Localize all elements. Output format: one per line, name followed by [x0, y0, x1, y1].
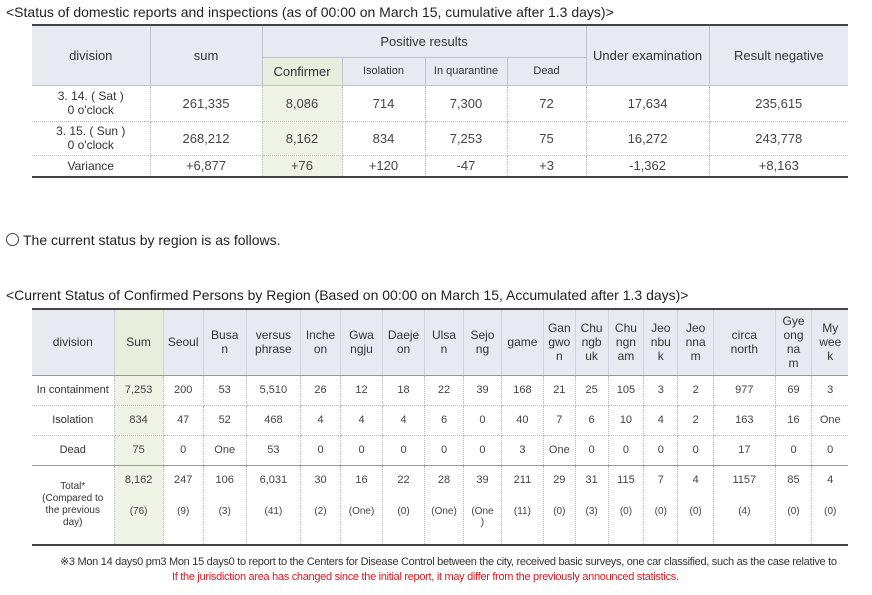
circle-bullet-icon — [6, 233, 19, 246]
total-value: 22 — [397, 473, 410, 486]
cell-value: One — [543, 435, 575, 465]
footnote-warning: If the jurisdiction area has changed since the initial report, it may differ from the previously announced statistics. — [172, 571, 679, 583]
header-sum: sum — [150, 25, 262, 85]
table-row — [32, 435, 848, 465]
cell-negative: 243,778 — [709, 121, 848, 155]
total-value: 28 — [437, 473, 451, 486]
cell-value: 105 — [608, 375, 644, 405]
cell-quarantine: 7,253 — [425, 121, 507, 155]
row-label — [32, 85, 150, 121]
header-region: Seoul — [163, 309, 203, 375]
row-label-variance: Variance — [32, 155, 150, 177]
total-value: 30 — [314, 473, 327, 486]
cell-exam: -1,362 — [586, 155, 709, 177]
cell-value: 0 — [163, 435, 203, 465]
cell-value: 2 — [678, 405, 714, 435]
cell-value: One — [203, 435, 246, 465]
cell-value: 4 — [341, 405, 383, 435]
header-result-negative: Result negative — [709, 25, 848, 85]
header-division: division — [32, 309, 114, 375]
header-region: Jeo nbu k — [644, 309, 678, 375]
cell-value: 39 — [464, 375, 502, 405]
cell-total — [644, 465, 678, 545]
header-region: Chu ngn am — [608, 309, 644, 375]
cell-value: 53 — [246, 435, 300, 465]
cell-dead: 75 — [507, 121, 586, 155]
header-region: game — [501, 309, 543, 375]
compared-value: (41) — [264, 505, 283, 517]
total-value: 4 — [827, 473, 834, 486]
region-status-table — [32, 308, 848, 546]
cell-total — [163, 465, 203, 545]
header-region: Gan gwo n — [543, 309, 575, 375]
compared-value: (0) — [553, 505, 566, 517]
compared-value: (76) — [129, 505, 148, 517]
cell-total — [714, 465, 776, 545]
header-division: division — [32, 25, 150, 85]
header-confirmer: Confirmer — [262, 57, 342, 85]
cell-value: 0 — [341, 435, 383, 465]
compared-value: (11) — [513, 505, 531, 517]
cell-value: 26 — [301, 375, 341, 405]
cell-total — [575, 465, 608, 545]
table1-title: <Status of domestic reports and inspections (as of 00:00 on March 15, cumulative after 1.3 days)> — [6, 4, 614, 20]
cell-value: 6 — [575, 405, 608, 435]
cell-value: 16 — [775, 405, 812, 435]
cell-sum: 268,212 — [150, 121, 262, 155]
compared-value: (4) — [738, 505, 751, 517]
cell-value: 163 — [714, 405, 776, 435]
cell-dead: +3 — [507, 155, 586, 177]
cell-value: 4 — [644, 405, 678, 435]
cell-total — [246, 465, 300, 545]
cell-value: 0 — [383, 435, 425, 465]
cell-value: 0 — [644, 435, 678, 465]
header-region: Busa n — [203, 309, 246, 375]
footnote-report: ※3 Mon 14 days0 pm3 Mon 15 days0 to report to the Centers for Disease Control between the city, received basic surveys, one car classified, such as the case relative to — [60, 556, 837, 568]
header-region: Ulsa n — [425, 309, 464, 375]
cell-value: 17 — [714, 435, 776, 465]
total-value: 247 — [174, 473, 193, 486]
row-label: Dead — [32, 435, 114, 465]
header-under-examination: Under examination — [586, 25, 709, 85]
row-label-date: 3. 14. ( Sat ) — [57, 89, 124, 103]
cell-total — [114, 465, 163, 545]
total-value: 106 — [215, 473, 234, 486]
compared-value: (3) — [585, 505, 598, 517]
table-row — [32, 155, 848, 177]
cell-total — [812, 465, 848, 545]
total-value: 29 — [553, 473, 566, 486]
cell-value: 4 — [383, 405, 425, 435]
cell-value: 47 — [163, 405, 203, 435]
row-label: In containment — [32, 375, 114, 405]
compared-value: (0) — [619, 505, 633, 517]
row-label-date: 3. 15. ( Sun ) — [56, 124, 126, 138]
cell-value: 0 — [775, 435, 812, 465]
header-isolation: Isolation — [342, 57, 425, 85]
cell-value: 834 — [114, 405, 163, 435]
header-region: Gwa ngju — [341, 309, 383, 375]
compared-value: (2) — [314, 505, 327, 517]
header-region: Daeje on — [383, 309, 425, 375]
compared-value: (One ) — [471, 505, 494, 528]
compared-value: (0) — [397, 505, 410, 517]
header-region: versus phrase — [246, 309, 300, 375]
cell-value: 168 — [501, 375, 543, 405]
cell-value: 53 — [203, 375, 246, 405]
cell-value: 0 — [301, 435, 341, 465]
cell-total — [464, 465, 502, 545]
compared-value: (One) — [431, 505, 457, 517]
cell-total — [678, 465, 714, 545]
cell-total — [425, 465, 464, 545]
total-value: 211 — [513, 473, 532, 486]
total-value: 16 — [355, 473, 368, 486]
header-region: Gye ong na m — [775, 309, 812, 375]
cell-value: 0 — [678, 435, 714, 465]
compared-value: (One) — [348, 505, 375, 517]
cell-value: 0 — [575, 435, 608, 465]
header-region: Chu ngb uk — [575, 309, 608, 375]
row-label-time: 0 o'clock — [67, 138, 114, 152]
cell-total — [501, 465, 543, 545]
cell-total — [608, 465, 644, 545]
row-label-total: Total* (Compared to the previous day) — [32, 465, 114, 545]
cell-value: 0 — [812, 435, 848, 465]
cell-value: 69 — [775, 375, 812, 405]
domestic-status-table — [32, 24, 848, 178]
table-row-total — [32, 465, 848, 545]
total-value: 31 — [585, 473, 598, 486]
total-value: 1157 — [732, 473, 757, 486]
header-region: Sejo ng — [464, 309, 502, 375]
cell-value: One — [812, 405, 848, 435]
cell-total — [341, 465, 383, 545]
cell-value: 75 — [114, 435, 163, 465]
row-label-time: 0 o'clock — [67, 103, 114, 117]
table-row — [32, 375, 848, 405]
cell-isolation: 714 — [342, 85, 425, 121]
cell-value: 0 — [608, 435, 644, 465]
cell-isolation: 834 — [342, 121, 425, 155]
compared-value: (3) — [218, 505, 231, 517]
header-dead: Dead — [507, 57, 586, 85]
cell-value: 7,253 — [114, 375, 163, 405]
cell-value: 0 — [464, 405, 502, 435]
compared-value: (0) — [824, 505, 837, 517]
cell-sum: +6,877 — [150, 155, 262, 177]
cell-exam: 17,634 — [586, 85, 709, 121]
total-value: 6,031 — [259, 473, 288, 486]
cell-value: 3 — [644, 375, 678, 405]
header-region: circa north — [714, 309, 776, 375]
cell-dead: 72 — [507, 85, 586, 121]
header-region: My wee k — [812, 309, 848, 375]
table2-title: <Current Status of Confirmed Persons by Region (Based on 00:00 on March 15, Accumulated after 1.3 days)> — [6, 287, 689, 303]
cell-sum: 261,335 — [150, 85, 262, 121]
row-label — [32, 121, 150, 155]
cell-value: 7 — [543, 405, 575, 435]
intro-text: The current status by region is as follows. — [23, 232, 281, 248]
header-region: Jeo nna m — [678, 309, 714, 375]
cell-total — [543, 465, 575, 545]
cell-value: 40 — [501, 405, 543, 435]
cell-exam: 16,272 — [586, 121, 709, 155]
table-row — [32, 85, 848, 121]
compared-value: (0) — [654, 505, 667, 517]
cell-value: 6 — [425, 405, 464, 435]
header-in-quarantine: In quarantine — [425, 57, 507, 85]
header-region: Inche on — [301, 309, 341, 375]
cell-confirmer: +76 — [262, 155, 342, 177]
table-row — [32, 121, 848, 155]
cell-value: 10 — [608, 405, 644, 435]
cell-value: 22 — [425, 375, 464, 405]
compared-value: (0) — [787, 505, 800, 517]
cell-isolation: +120 — [342, 155, 425, 177]
compared-value: (0) — [689, 505, 702, 517]
cell-value: 18 — [383, 375, 425, 405]
cell-value: 0 — [425, 435, 464, 465]
cell-total — [775, 465, 812, 545]
region-status-intro — [6, 232, 281, 248]
total-value: 8,162 — [124, 473, 153, 486]
cell-value: 977 — [714, 375, 776, 405]
cell-value: 3 — [812, 375, 848, 405]
cell-value: 200 — [163, 375, 203, 405]
header-positive-results: Positive results — [262, 25, 586, 57]
row-label: Isolation — [32, 405, 114, 435]
cell-value: 0 — [464, 435, 502, 465]
cell-quarantine: 7,300 — [425, 85, 507, 121]
compared-value: (9) — [177, 505, 190, 517]
cell-confirmer: 8,086 — [262, 85, 342, 121]
cell-confirmer: 8,162 — [262, 121, 342, 155]
cell-quarantine: -47 — [425, 155, 507, 177]
total-value: 85 — [787, 473, 800, 486]
total-value: 39 — [476, 473, 489, 486]
cell-total — [301, 465, 341, 545]
cell-value: 12 — [341, 375, 383, 405]
table-row — [32, 405, 848, 435]
cell-total — [203, 465, 246, 545]
cell-value: 468 — [246, 405, 300, 435]
total-value: 7 — [657, 473, 664, 486]
cell-total — [383, 465, 425, 545]
cell-value: 2 — [678, 375, 714, 405]
cell-value: 4 — [301, 405, 341, 435]
cell-value: 52 — [203, 405, 246, 435]
cell-value: 25 — [575, 375, 608, 405]
cell-value: 5,510 — [246, 375, 300, 405]
header-sum: Sum — [114, 309, 163, 375]
cell-value: 3 — [501, 435, 543, 465]
total-value: 115 — [617, 473, 635, 486]
cell-value: 21 — [543, 375, 575, 405]
cell-negative: 235,615 — [709, 85, 848, 121]
total-value: 4 — [692, 473, 699, 486]
cell-negative: +8,163 — [758, 158, 799, 174]
